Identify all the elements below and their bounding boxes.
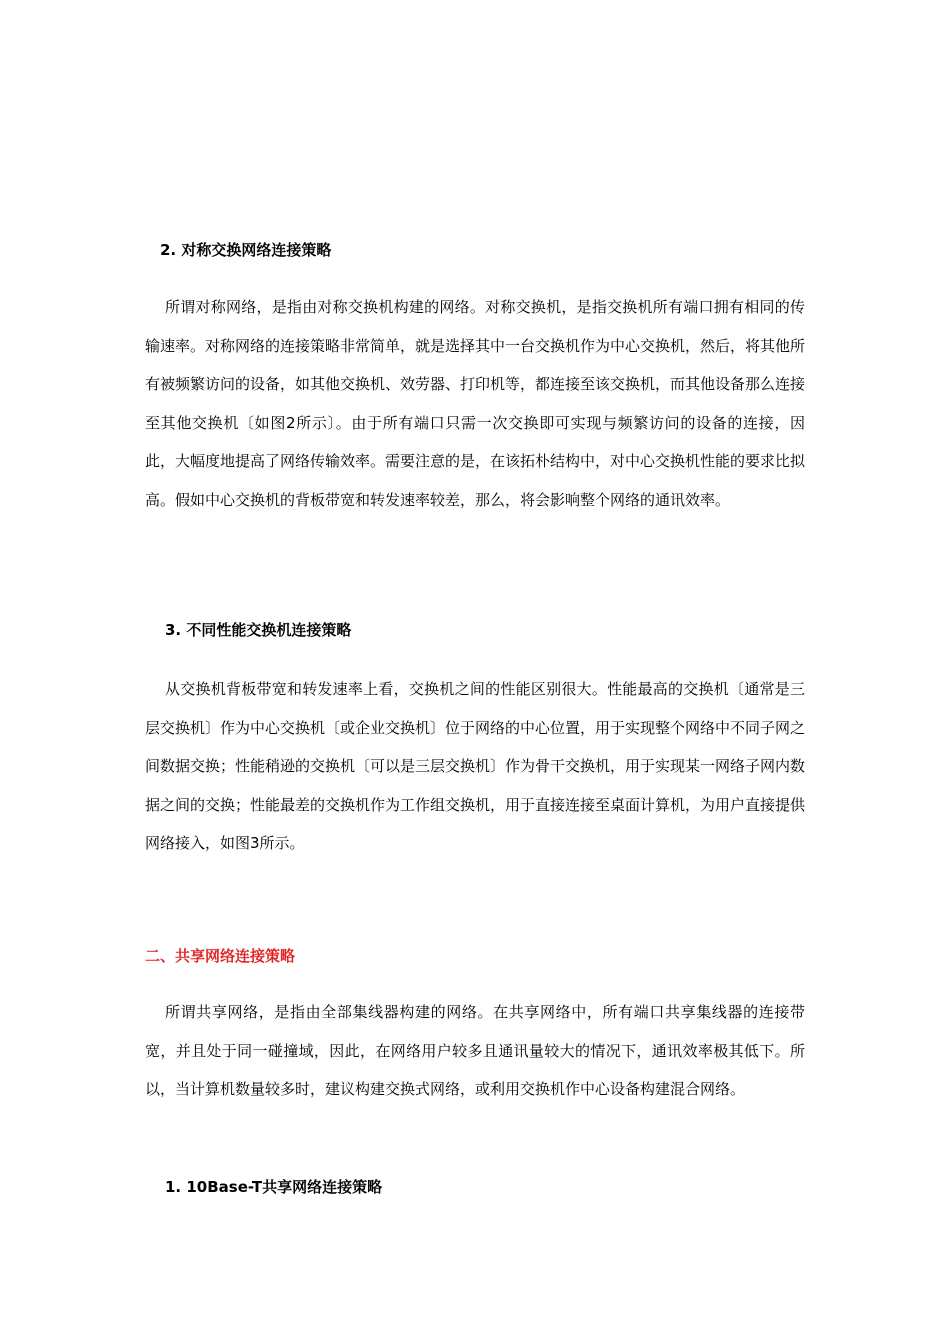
- section-heading-symmetric: 2. 对称交换网络连接策略: [160, 241, 332, 259]
- paragraph-symmetric: 所谓对称网络，是指由对称交换机构建的网络。对称交换机，是指交换机所有端口拥有相同的传输速率。对称网络的连接策略非常简单，就是选择其中一台交换机作为中心交换机，然后，将其他所有被频繁访问的设备，如其他交换机、效劳器、打印机等，都连接至该交换机，而其他设备那么连接至其他交换机〔如图2所示〕。由于所有端口只需一次交换即可实现与频繁访问的设备的连接，因此，大幅度地提高了网络传输效率。需要注意的是，在该拓朴结构中，对中心交换机性能的要求比拟高。假如中心交换机的背板带宽和转发速率较差，那么，将会影响整个网络的通讯效率。: [145, 298, 806, 509]
- paragraph-performance: 从交换机背板带宽和转发速率上看，交换机之间的性能区别很大。性能最高的交换机〔通常是三层交换机〕作为中心交换机〔或企业交换机〕位于网络的中心位置，用于实现整个网络中不同子网之间数据交换；性能稍逊的交换机〔可以是三层交换机〕作为骨干交换机，用于实现某一网络子网内数据之间的交换；性能最差的交换机作为工作组交换机，用于直接连接至桌面计算机，为用户直接提供网络接入，如图3所示。: [145, 680, 806, 852]
- section-heading-10base-t: 1. 10Base-T共享网络连接策略: [165, 1178, 383, 1196]
- section-heading-shared: 二、共享网络连接策略: [145, 947, 296, 965]
- paragraph-shared: 所谓共享网络，是指由全部集线器构建的网络。在共享网络中，所有端口共享集线器的连接带宽，并且处于同一碰撞域，因此，在网络用户较多且通讯量较大的情况下，通讯效率极其低下。所以，当计算机数量较多时，建议构建交换式网络，或利用交换机作中心设备构建混合网络。: [145, 1003, 805, 1098]
- section-heading-performance: 3. 不同性能交换机连接策略: [165, 621, 352, 639]
